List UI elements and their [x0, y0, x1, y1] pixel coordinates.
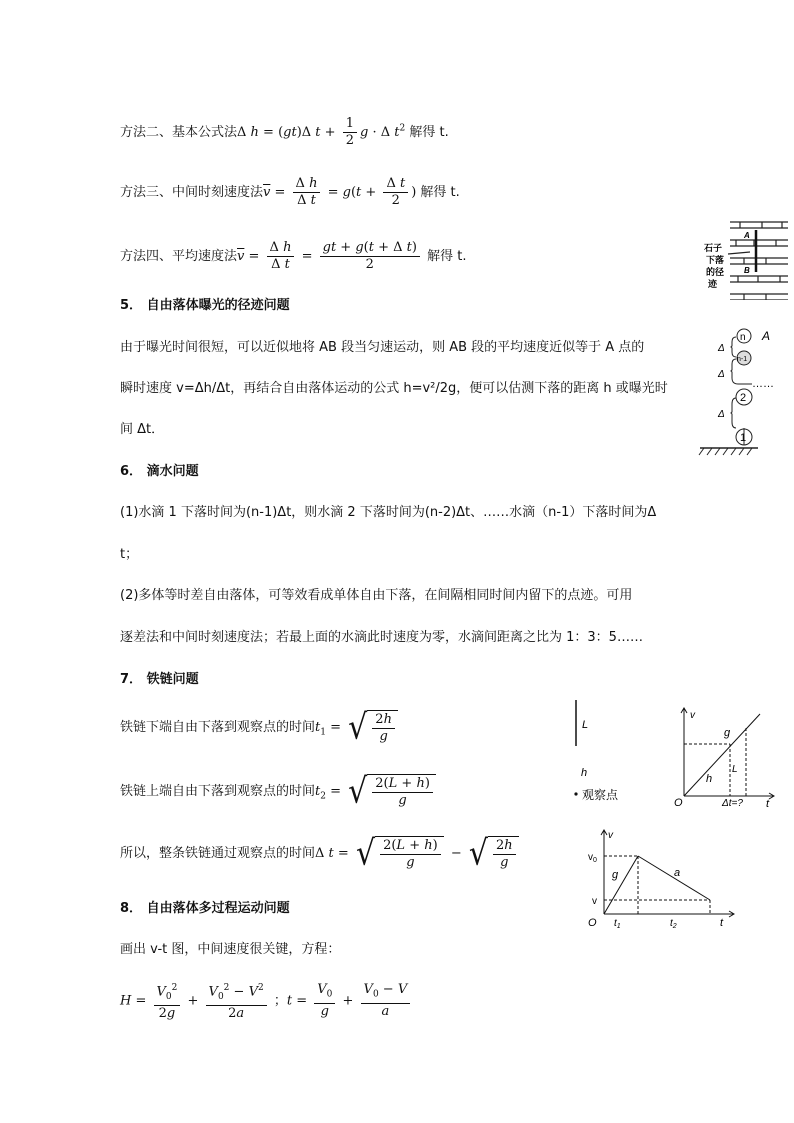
- stone-label-a: A: [744, 231, 750, 240]
- drop-1-label: 1: [740, 432, 747, 444]
- vt2-t1: $t_1$: [614, 918, 621, 930]
- method4-line: [120, 240, 467, 273]
- stone-label-1: 石子: [704, 243, 723, 253]
- chain-figure: [566, 696, 666, 806]
- drop-2-label: 2: [740, 392, 747, 404]
- observation-label: 观察点: [582, 788, 619, 802]
- vt-graph-1: [668, 704, 784, 810]
- delta-label-1: Δ: [718, 343, 725, 354]
- method3-line: [120, 176, 460, 209]
- sec5-line1: 由于曝光时间很短，可以近似地将 AB 段当匀速运动，则 AB 段的平均速度近似等于 A 点的: [120, 340, 645, 355]
- sec8-line1: 画出 v-t 图，中间速度很关键，方程：: [120, 942, 341, 957]
- vt2-t2: $t_2$: [670, 918, 677, 930]
- method4-after: 解得 t.: [427, 249, 467, 264]
- method2-formula: Δ h = (gt)Δ t + $\frac{1}{2}$ g · Δ $t^2$: [237, 116, 406, 148]
- vt1-t: t: [766, 798, 770, 810]
- sec6-line1: (1)水滴 1 下落时间为(n-1)Δt，则水滴 2 下落时间为(n-2)Δt、……水滴（n-1）下落时间为Δ: [120, 505, 657, 520]
- sec6-line4: 逐差法和中间时刻速度法；若最上面的水滴此时速度为零，水滴间距离之比为 1：3：5……: [120, 630, 643, 645]
- vt2-t: t: [720, 917, 724, 929]
- method4-formula: $\overline{v}$ = $\frac{\text{Δ h}}{\text{Δ t}}$ = $\frac{\text{gt + g(t + Δ t)}}{2}$: [237, 249, 423, 264]
- method3-after: 解得 t.: [420, 185, 460, 200]
- sec7-eq1: [120, 708, 401, 753]
- sec8-formula: H = $\frac{V_0^2}{2g}$ + $\frac{V_0^2 - V^2}{2a}$ ；t = $\frac{V_0}{g}$ + $\frac{V_0 - V}{a}$: [120, 980, 413, 1022]
- drop-dots: ……: [752, 378, 774, 390]
- chain-l-label: L: [582, 719, 589, 731]
- method4-label: 方法四、平均速度法: [120, 249, 238, 264]
- vt1-o: O: [674, 797, 683, 809]
- stone-label-b: B: [744, 266, 750, 275]
- vt1-v: v: [690, 710, 695, 721]
- drop-n-1-label: n-1: [737, 356, 748, 363]
- water-drops-figure: [696, 324, 794, 456]
- vt2-o: O: [588, 917, 597, 929]
- method3-label: 方法三、中间时刻速度法: [120, 185, 264, 200]
- delta-label-3: Δ: [718, 409, 725, 420]
- vt1-l: L: [732, 764, 738, 775]
- vt2-v0: $v_0$: [588, 852, 597, 864]
- vt2-g: g: [612, 869, 619, 881]
- stone-label-2: 下落: [706, 255, 725, 265]
- vt2-v: v: [608, 830, 613, 841]
- stone-label-3: 的径: [706, 267, 725, 277]
- vt2-a: a: [674, 867, 681, 879]
- stone-label-4: 迹: [708, 279, 718, 289]
- vt1-g: g: [724, 727, 731, 739]
- method2-after: 解得 t.: [409, 125, 449, 140]
- vt1-line: [684, 714, 760, 796]
- stone-trace-figure: [700, 218, 792, 300]
- chain-dt-formula: Δ t = √ $\frac{2(L + h)}{g}$ − √ $\frac{2h}{g}$: [315, 846, 522, 861]
- sec5-line2: 瞬时速度 v=Δh/Δt，再结合自由落体运动的公式 h=v²/2g，便可以估测下落的距离 h 或曝光时: [120, 381, 668, 396]
- sec7-eq3: [120, 834, 522, 874]
- sec5-title: 5． 自由落体曝光的径迹问题: [120, 298, 290, 313]
- sec5-line3: 间 Δt．: [120, 422, 165, 437]
- delta-label-2: Δ: [718, 369, 725, 380]
- chain-t1-formula: $t_1$ = √ $\frac{2h}{g}$: [315, 720, 401, 735]
- vt1-h: h: [706, 773, 713, 785]
- vt-graph-2: [584, 826, 740, 932]
- method3-formula: $\overline{v}$ = $\frac{\text{Δ h}}{\text{Δ t}}$ = g(t + $\frac{\text{Δ t}}{2}$ ): [263, 176, 417, 208]
- drop-a-label: A: [762, 329, 771, 343]
- sec8-title: 8． 自由落体多过程运动问题: [120, 901, 290, 916]
- vt1-dt: Δt=?: [722, 798, 743, 809]
- observation-point: [574, 792, 577, 795]
- vt2-g-line: [604, 856, 638, 914]
- sec7-line1: 铁链下端自由下落到观察点的时间: [120, 720, 316, 735]
- chain-h-label: h: [581, 767, 588, 779]
- method2-label: 方法二、基本公式法: [120, 125, 238, 140]
- sec6-line3: (2)多体等时差自由落体，可等效看成单体自由下落，在间隔相同时间内留下的点迹。可用: [120, 588, 633, 603]
- sec6-line2: t；: [120, 547, 139, 562]
- sec7-eq2: [120, 772, 439, 817]
- sec7-title: 7． 铁链问题: [120, 672, 199, 687]
- drop-n-label: n: [740, 332, 746, 343]
- sec6-title: 6． 滴水问题: [120, 464, 199, 479]
- sec7-line3: 所以，整条铁链通过观察点的时间: [120, 846, 316, 861]
- chain-t2-formula: $t_2$ = √ $\frac{2(L + h)}{g}$: [315, 784, 439, 799]
- sec7-line2: 铁链上端自由下落到观察点的时间: [120, 784, 316, 799]
- method2-line: [120, 116, 449, 149]
- vt2-vlabel: v: [592, 896, 597, 907]
